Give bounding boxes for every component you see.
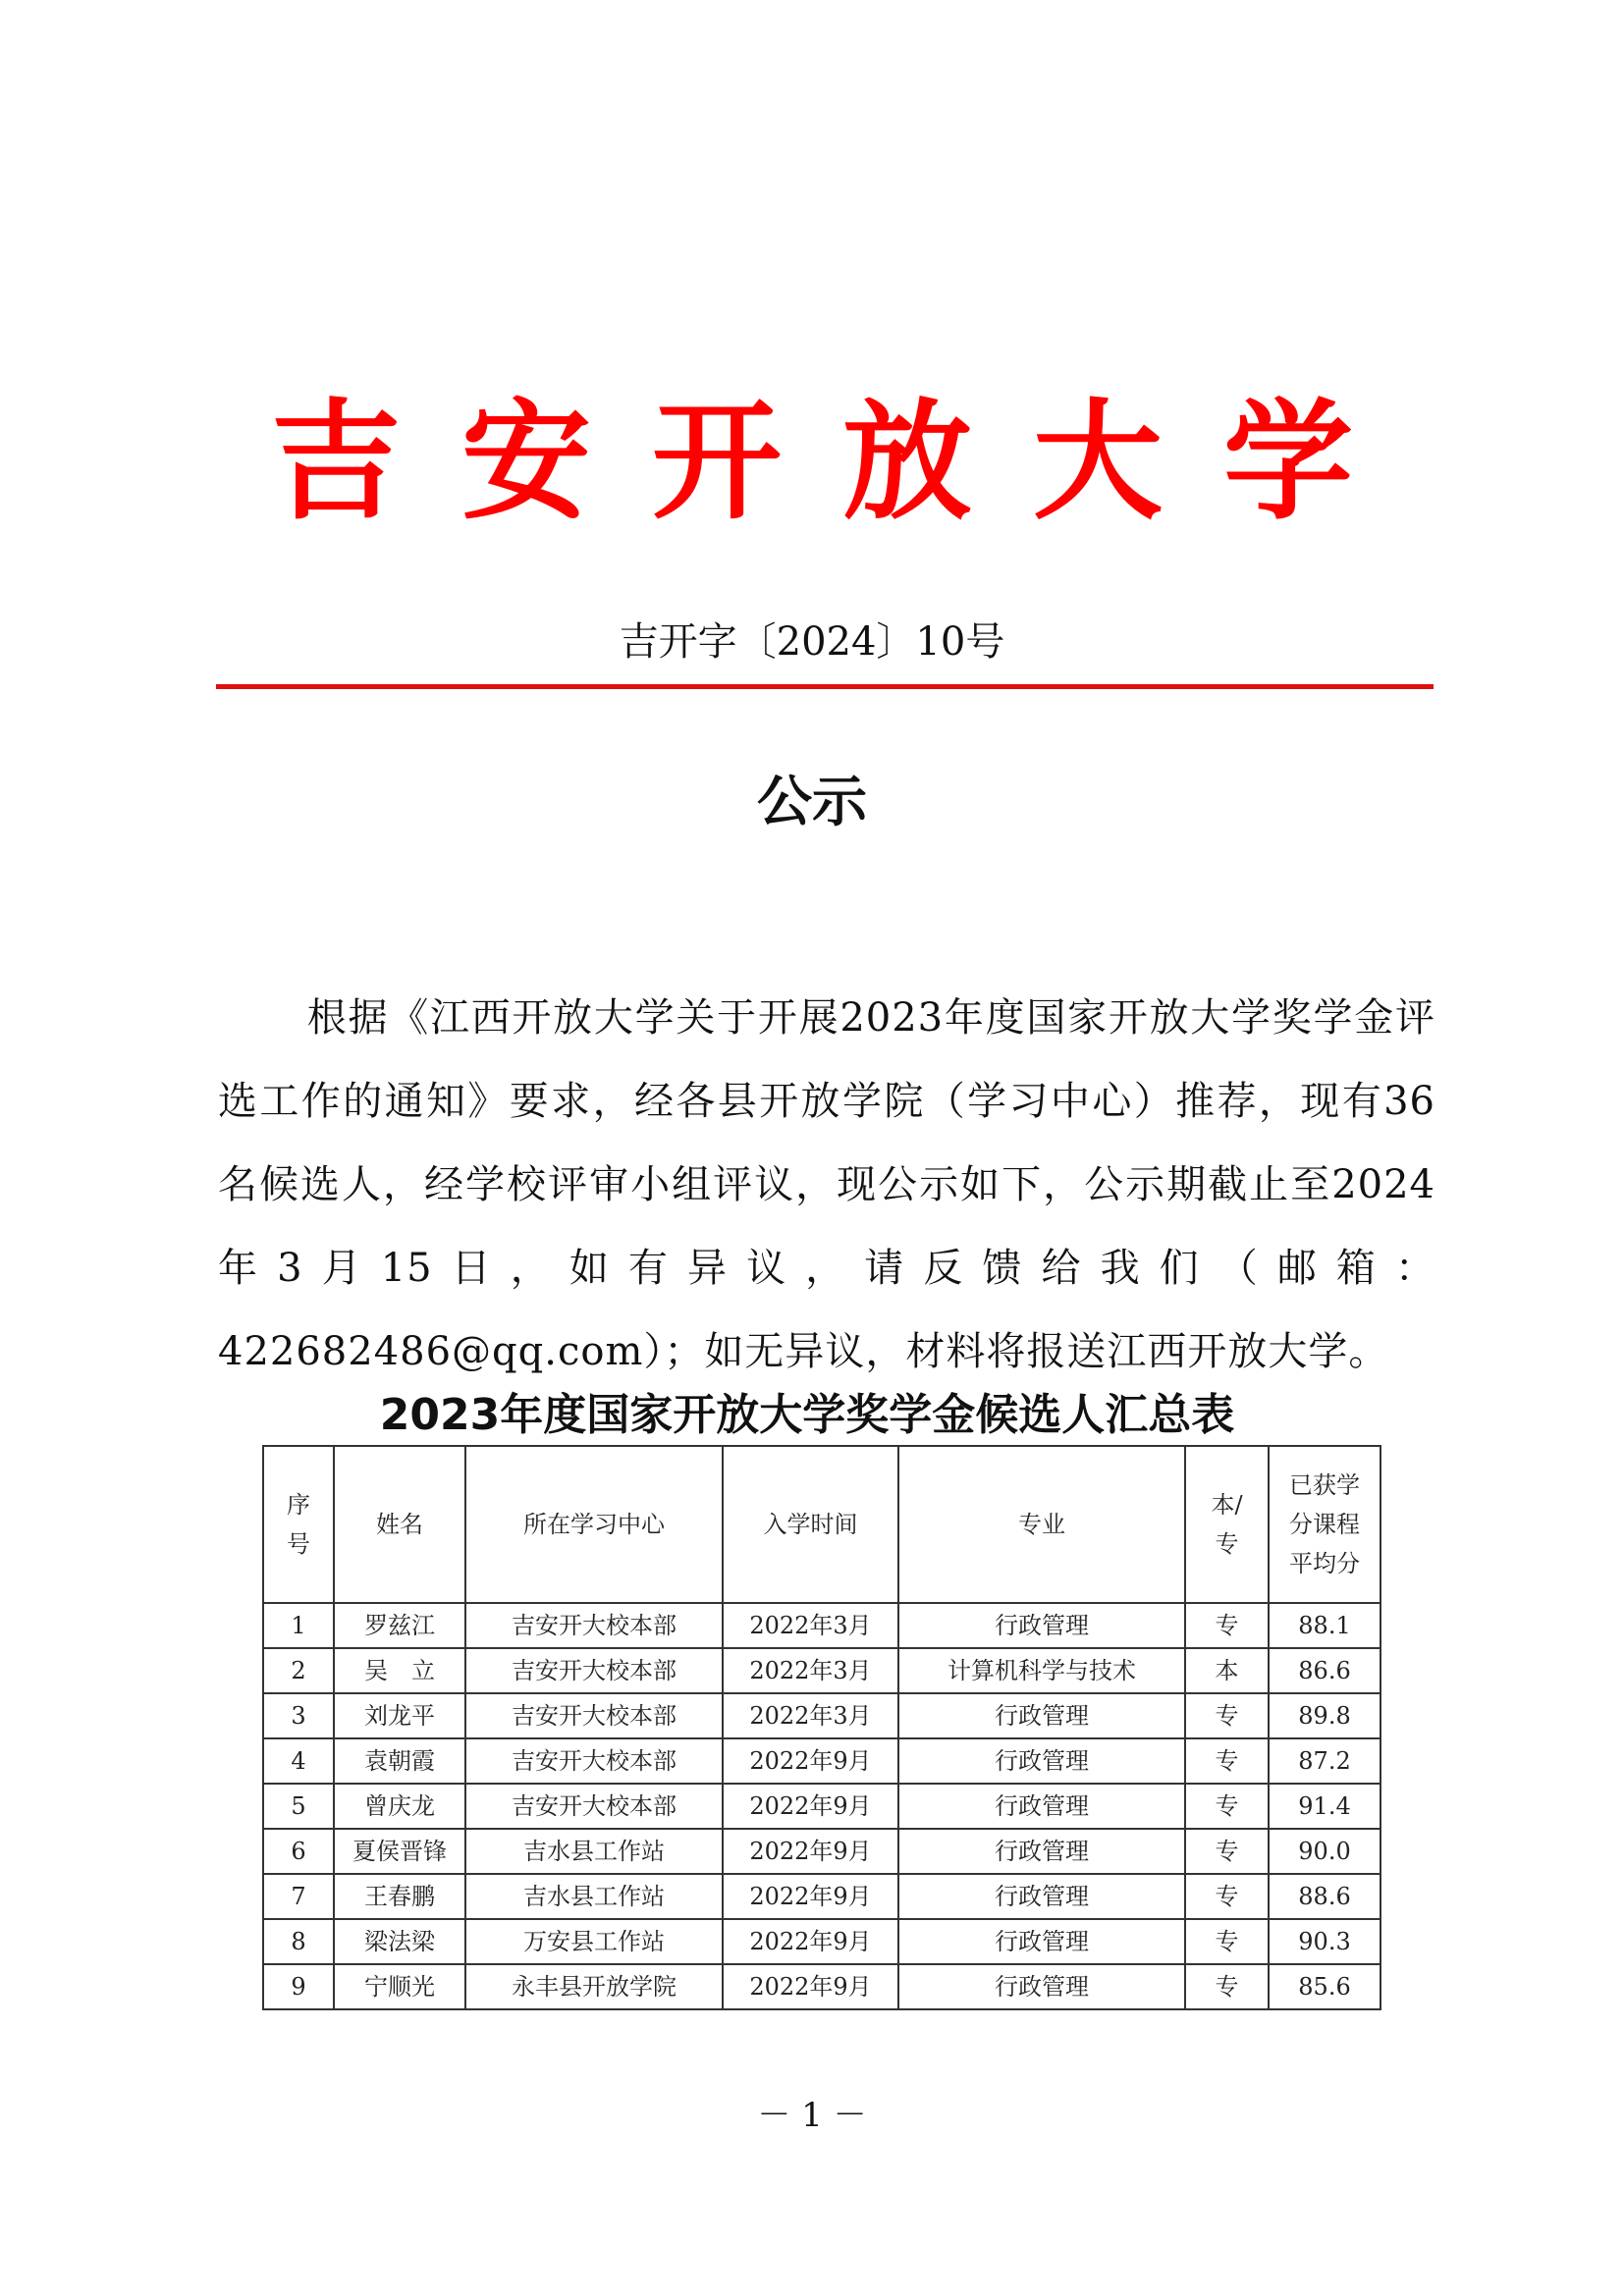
table-row	[263, 1738, 1380, 1784]
table-row	[263, 1874, 1380, 1919]
cell-score: 91.4	[1269, 1784, 1380, 1829]
cell-center: 吉水县工作站	[465, 1829, 723, 1874]
cell-enroll: 2022年9月	[723, 1784, 898, 1829]
cell-major: 行政管理	[898, 1693, 1185, 1738]
cell-major: 行政管理	[898, 1874, 1185, 1919]
table-row	[263, 1829, 1380, 1874]
cell-seq: 8	[263, 1919, 334, 1964]
cell-score: 90.0	[1269, 1829, 1380, 1874]
cell-center: 吉安开大校本部	[465, 1648, 723, 1693]
cell-major: 行政管理	[898, 1784, 1185, 1829]
body-paragraph-text: 根据《江西开放大学关于开展2023年度国家开放大学奖学金评选工作的通知》要求，经各县开放学院（学习中心）推荐，现有36名候选人，经学校评审小组评议，现公示如下，公示期截止至2024年3月15日，如有异议，请反馈给我们（邮箱：422682486@qq.com）；如无异议，材料将报送江西开放大学。	[218, 995, 1435, 1374]
cell-center: 吉安开大校本部	[465, 1738, 723, 1784]
table-row	[263, 1919, 1380, 1964]
cell-enroll: 2022年9月	[723, 1829, 898, 1874]
cell-name: 夏侯晋锋	[334, 1829, 465, 1874]
cell-center: 吉安开大校本部	[465, 1603, 723, 1648]
cell-major: 计算机科学与技术	[898, 1648, 1185, 1693]
cell-score: 86.6	[1269, 1648, 1380, 1693]
cell-score: 90.3	[1269, 1919, 1380, 1964]
cell-name: 刘龙平	[334, 1693, 465, 1738]
header-level: 本/ 专	[1185, 1446, 1269, 1603]
institution-masthead: 吉安开放大学	[271, 386, 1414, 538]
cell-major: 行政管理	[898, 1964, 1185, 2009]
cell-name: 梁法梁	[334, 1919, 465, 1964]
cell-score: 88.1	[1269, 1603, 1380, 1648]
cell-enroll: 2022年3月	[723, 1603, 898, 1648]
cell-name: 袁朝霞	[334, 1738, 465, 1784]
cell-name: 罗兹江	[334, 1603, 465, 1648]
candidates-table	[262, 1445, 1381, 2010]
body-paragraph	[218, 977, 1435, 1394]
cell-name: 曾庆龙	[334, 1784, 465, 1829]
cell-level: 专	[1185, 1693, 1269, 1738]
cell-center: 永丰县开放学院	[465, 1964, 723, 2009]
cell-center: 万安县工作站	[465, 1919, 723, 1964]
cell-center: 吉安开大校本部	[465, 1693, 723, 1738]
cell-name: 宁顺光	[334, 1964, 465, 2009]
cell-score: 88.6	[1269, 1874, 1380, 1919]
cell-level: 专	[1185, 1919, 1269, 1964]
cell-name: 吴 立	[334, 1648, 465, 1693]
cell-enroll: 2022年9月	[723, 1964, 898, 2009]
cell-seq: 4	[263, 1738, 334, 1784]
cell-center: 吉水县工作站	[465, 1874, 723, 1919]
cell-level: 专	[1185, 1874, 1269, 1919]
cell-score: 87.2	[1269, 1738, 1380, 1784]
cell-seq: 5	[263, 1784, 334, 1829]
cell-level: 专	[1185, 1784, 1269, 1829]
table-header-row	[263, 1446, 1380, 1603]
cell-enroll: 2022年3月	[723, 1648, 898, 1693]
cell-level: 专	[1185, 1603, 1269, 1648]
header-score: 已获学 分课程 平均分	[1269, 1446, 1380, 1603]
table-row	[263, 1693, 1380, 1738]
cell-name: 王春鹏	[334, 1874, 465, 1919]
header-center: 所在学习中心	[465, 1446, 723, 1603]
table-title: 2023年度国家开放大学奖学金候选人汇总表	[379, 1390, 1235, 1440]
cell-center: 吉安开大校本部	[465, 1784, 723, 1829]
cell-enroll: 2022年9月	[723, 1919, 898, 1964]
table-row	[263, 1784, 1380, 1829]
cell-seq: 2	[263, 1648, 334, 1693]
table-row	[263, 1964, 1380, 2009]
cell-enroll: 2022年9月	[723, 1874, 898, 1919]
page-number: － 1 －	[757, 2096, 867, 2135]
cell-major: 行政管理	[898, 1738, 1185, 1784]
cell-level: 专	[1185, 1738, 1269, 1784]
table-row	[263, 1603, 1380, 1648]
document-number: 吉开字〔2024〕10号	[619, 619, 1005, 665]
cell-level: 本	[1185, 1648, 1269, 1693]
red-divider-rule	[216, 684, 1434, 689]
page-title: 公示	[757, 771, 867, 834]
cell-major: 行政管理	[898, 1603, 1185, 1648]
header-major: 专业	[898, 1446, 1185, 1603]
cell-seq: 6	[263, 1829, 334, 1874]
header-seq: 序 号	[263, 1446, 334, 1603]
cell-seq: 1	[263, 1603, 334, 1648]
cell-seq: 9	[263, 1964, 334, 2009]
cell-major: 行政管理	[898, 1919, 1185, 1964]
cell-enroll: 2022年9月	[723, 1738, 898, 1784]
cell-enroll: 2022年3月	[723, 1693, 898, 1738]
cell-major: 行政管理	[898, 1829, 1185, 1874]
header-enroll: 入学时间	[723, 1446, 898, 1603]
header-name: 姓名	[334, 1446, 465, 1603]
cell-seq: 3	[263, 1693, 334, 1738]
table-row	[263, 1648, 1380, 1693]
cell-score: 85.6	[1269, 1964, 1380, 2009]
cell-level: 专	[1185, 1829, 1269, 1874]
cell-seq: 7	[263, 1874, 334, 1919]
cell-level: 专	[1185, 1964, 1269, 2009]
cell-score: 89.8	[1269, 1693, 1380, 1738]
